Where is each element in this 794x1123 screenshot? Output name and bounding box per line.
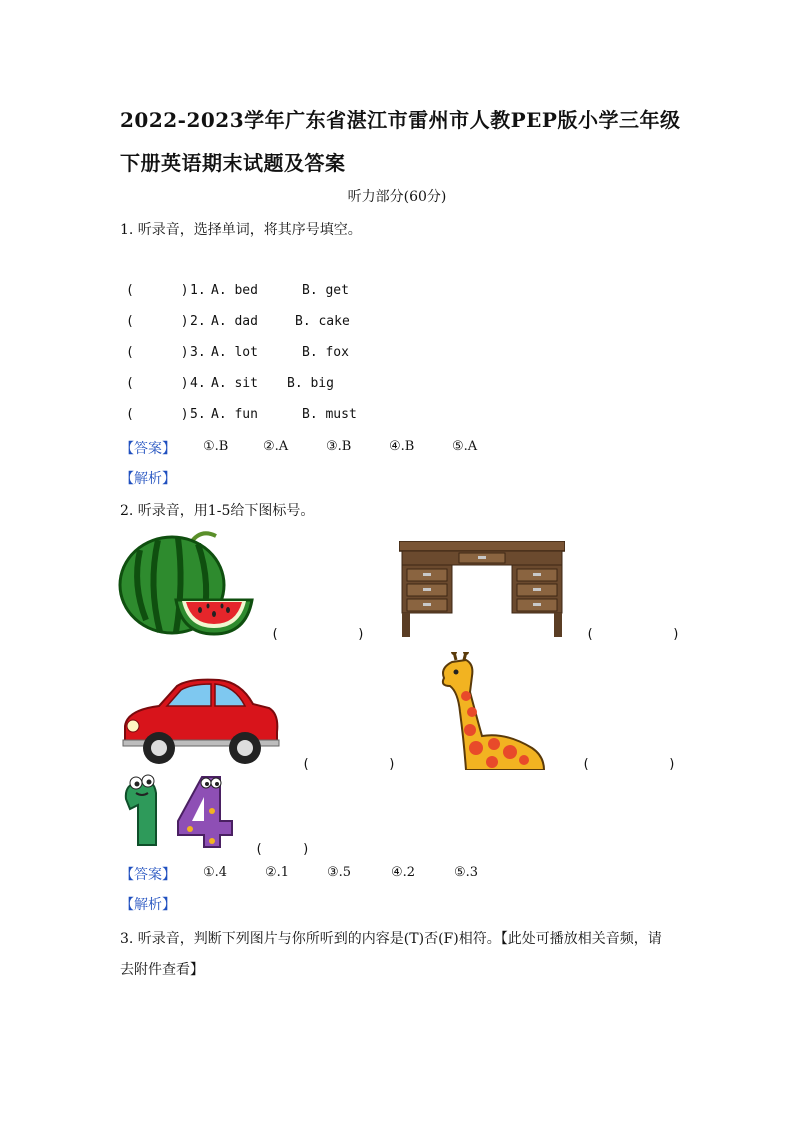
answer-tag: 【答案】	[120, 867, 176, 883]
q3-prompt-line1: 3. 听录音，判断下列图片与你所听到的内容是(T)否(F)相符。【此处可播放相关音频，请	[120, 931, 662, 947]
q1-prompt: 1. 听录音，选择单词，将其序号填空。	[120, 222, 362, 238]
answer-tag: 【答案】	[120, 441, 176, 457]
doc-title-line1: 2022-2023学年广东省湛江市雷州市人教PEP版小学三年级	[120, 108, 681, 132]
answer-4: ④.2	[391, 865, 416, 880]
analysis-tag: 【解析】	[120, 897, 176, 913]
number-14-image	[120, 771, 240, 851]
item-number: 5.	[190, 407, 206, 422]
option-b: B. get	[302, 283, 349, 298]
picture-label-blank: ( )	[271, 627, 365, 642]
item-number: 2.	[190, 314, 206, 329]
picture-label-blank: ( )	[302, 757, 396, 772]
answer-3: ③.5	[327, 865, 352, 880]
answer-blank: ( )	[126, 345, 189, 360]
answer-blank: ( )	[126, 314, 189, 329]
answer-2: ②.1	[265, 865, 290, 880]
answer-5: ⑤.A	[452, 439, 478, 454]
q2-prompt: 2. 听录音，用1-5给下图标号。	[120, 503, 315, 519]
answer-blank: ( )	[126, 376, 189, 391]
option-a: A. fun	[211, 407, 258, 422]
answer-1: ①.4	[203, 865, 228, 880]
q3-prompt-line2: 去附件查看】	[120, 962, 204, 978]
option-a: A. dad	[211, 314, 258, 329]
option-b: B. big	[287, 376, 334, 391]
item-number: 4.	[190, 376, 206, 391]
car-image	[119, 676, 281, 768]
answer-4: ④.B	[389, 439, 415, 454]
option-b: B. must	[302, 407, 357, 422]
answer-blank: ( )	[126, 407, 189, 422]
giraffe-image	[436, 652, 548, 770]
option-b: B. cake	[295, 314, 350, 329]
picture-label-blank: ( )	[582, 757, 676, 772]
item-number: 1.	[190, 283, 206, 298]
option-a: A. lot	[211, 345, 258, 360]
picture-label-blank: ( )	[255, 842, 310, 857]
option-b: B. fox	[302, 345, 349, 360]
answer-blank: ( )	[126, 283, 189, 298]
desk-image	[399, 541, 565, 637]
watermelon-image	[118, 530, 256, 638]
picture-label-blank: ( )	[586, 627, 680, 642]
option-a: A. bed	[211, 283, 258, 298]
answer-2: ②.A	[263, 439, 289, 454]
answer-5: ⑤.3	[454, 865, 479, 880]
option-a: A. sit	[211, 376, 258, 391]
analysis-tag: 【解析】	[120, 471, 176, 487]
answer-1: ①.B	[203, 439, 229, 454]
doc-title-line2: 下册英语期末试题及答案	[120, 151, 346, 175]
answer-3: ③.B	[326, 439, 352, 454]
section-heading: 听力部分(60分)	[347, 189, 447, 205]
item-number: 3.	[190, 345, 206, 360]
